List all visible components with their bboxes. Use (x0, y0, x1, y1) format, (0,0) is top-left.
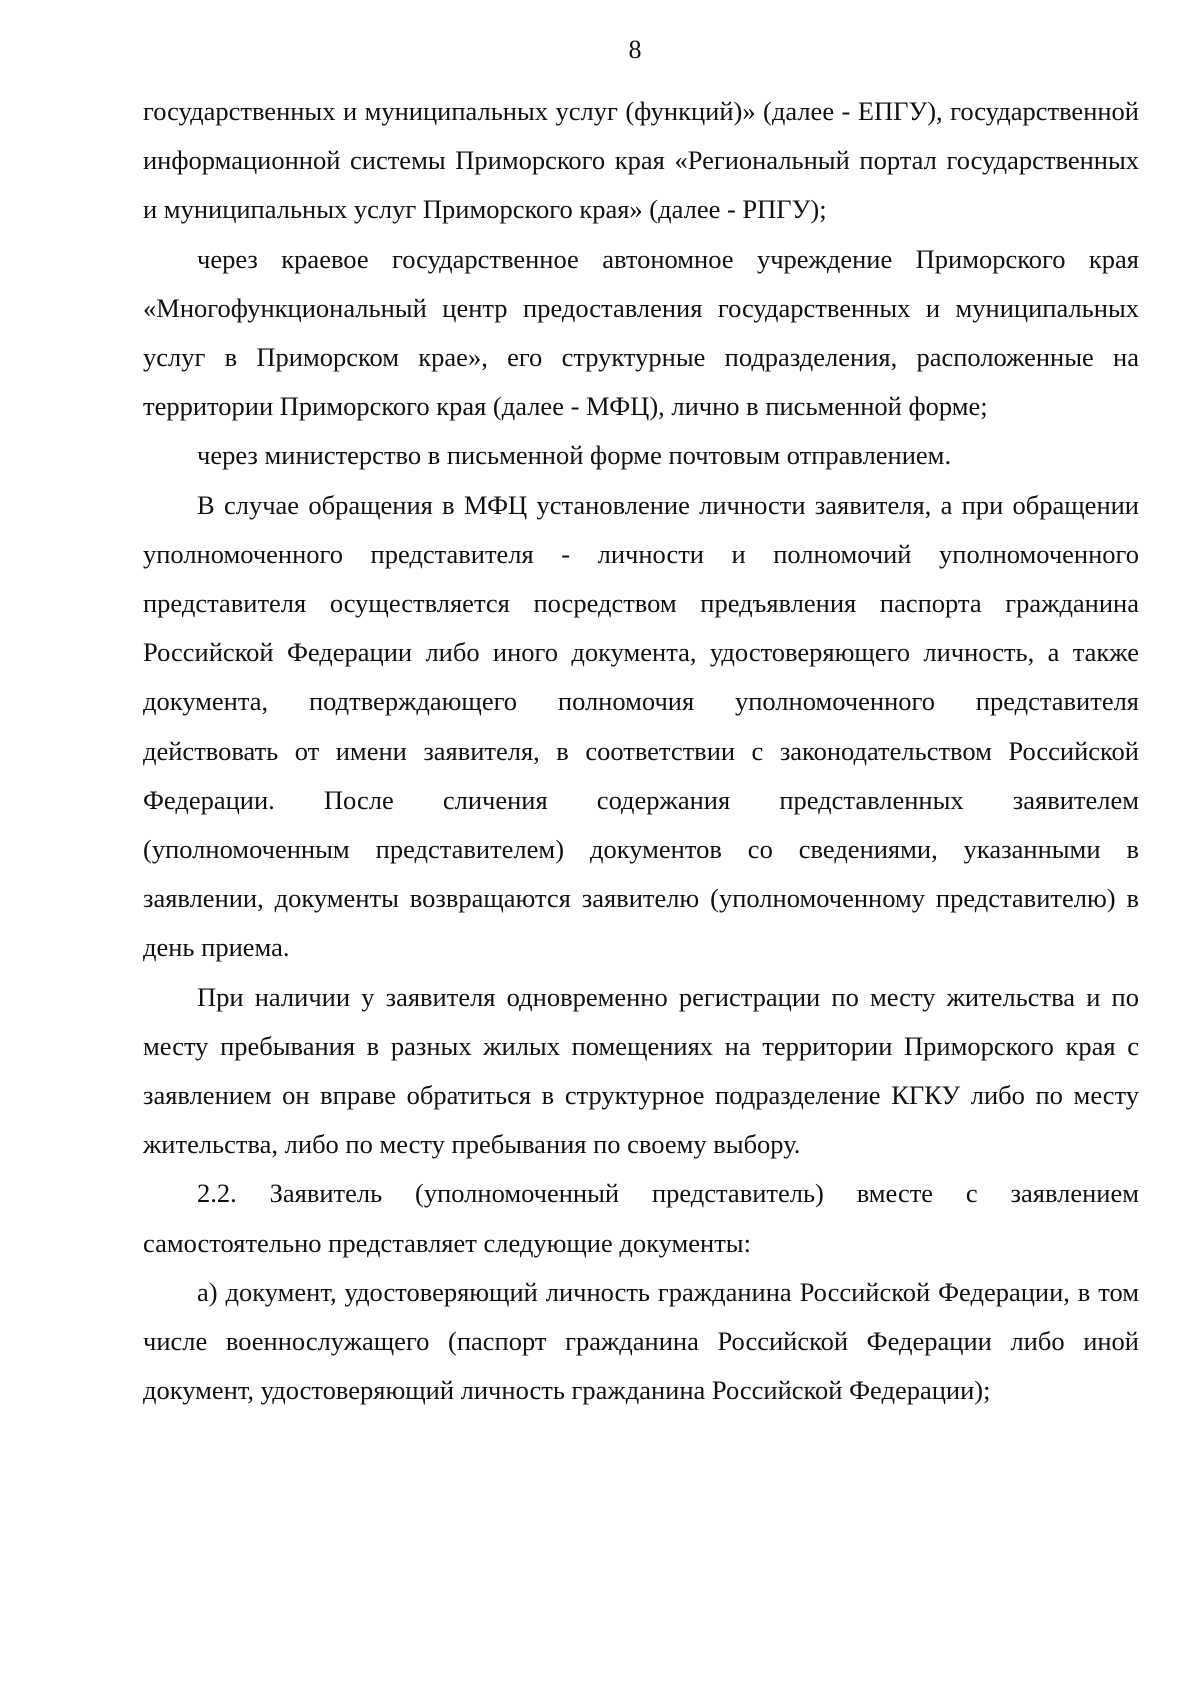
paragraph-section-2-2: 2.2. Заявитель (уполномоченный представитель) вместе с заявлением самостоятельно представляет следующие документы: (143, 1178, 1139, 1258)
page-number: 8 (628, 35, 642, 64)
paragraph-identity-verification: В случае обращения в МФЦ установление личности заявителя, а при обращении уполномоченного представителя - личности и полномочий уполномоченного представителя осуществляется посредством предъявления паспорта гражданина Российской Федерации либо иного документа, удостоверяющего личность, а также документа, подтверждающего полномочия уполномоченного представителя действовать от имени заявителя, в соответствии с законодательством Российской Федерации. После сличения содержания представленных заявителем (уполномоченным представителем) документов со сведениями, указанными в заявлении, документы возвращаются заявителю (уполномоченному представителю) в день приема. (143, 489, 1139, 963)
document-body (143, 87, 1139, 1415)
paragraph-dual-registration: При наличии у заявителя одновременно регистрации по месту жительства и по месту пребывания в разных жилых помещениях на территории Приморского края с заявлением он вправе обратиться в структурное подразделение КГКУ либо по месту жительства, либо по месту пребывания по своему выбору. (143, 981, 1139, 1160)
paragraph-mfc-channel: через краевое государственное автономное учреждение Приморского края «Многофункциональный центр предоставления государственных и муниципальных услуг в Приморском крае», его структурные подразделения, расположенные на территории Приморского края (далее - МФЦ), лично в письменной форме; (143, 243, 1139, 422)
paragraph-item-a: а) документ, удостоверяющий личность гражданина Российской Федерации, в том числе военнослужащего (паспорт гражданина Российской Федерации либо иной документ, удостоверяющий личность гражданина Российской Федерации); (143, 1276, 1139, 1406)
paragraph-epgu-rpgu: государственных и муниципальных услуг (функций)» (далее - ЕПГУ), государственной информационной системы Приморского края «Региональный портал государственных и муниципальных услуг Приморского края» (далее - РПГУ); (143, 96, 1139, 225)
paragraph-ministry-mail: через министерство в письменной форме почтовым отправлением. (197, 440, 952, 471)
